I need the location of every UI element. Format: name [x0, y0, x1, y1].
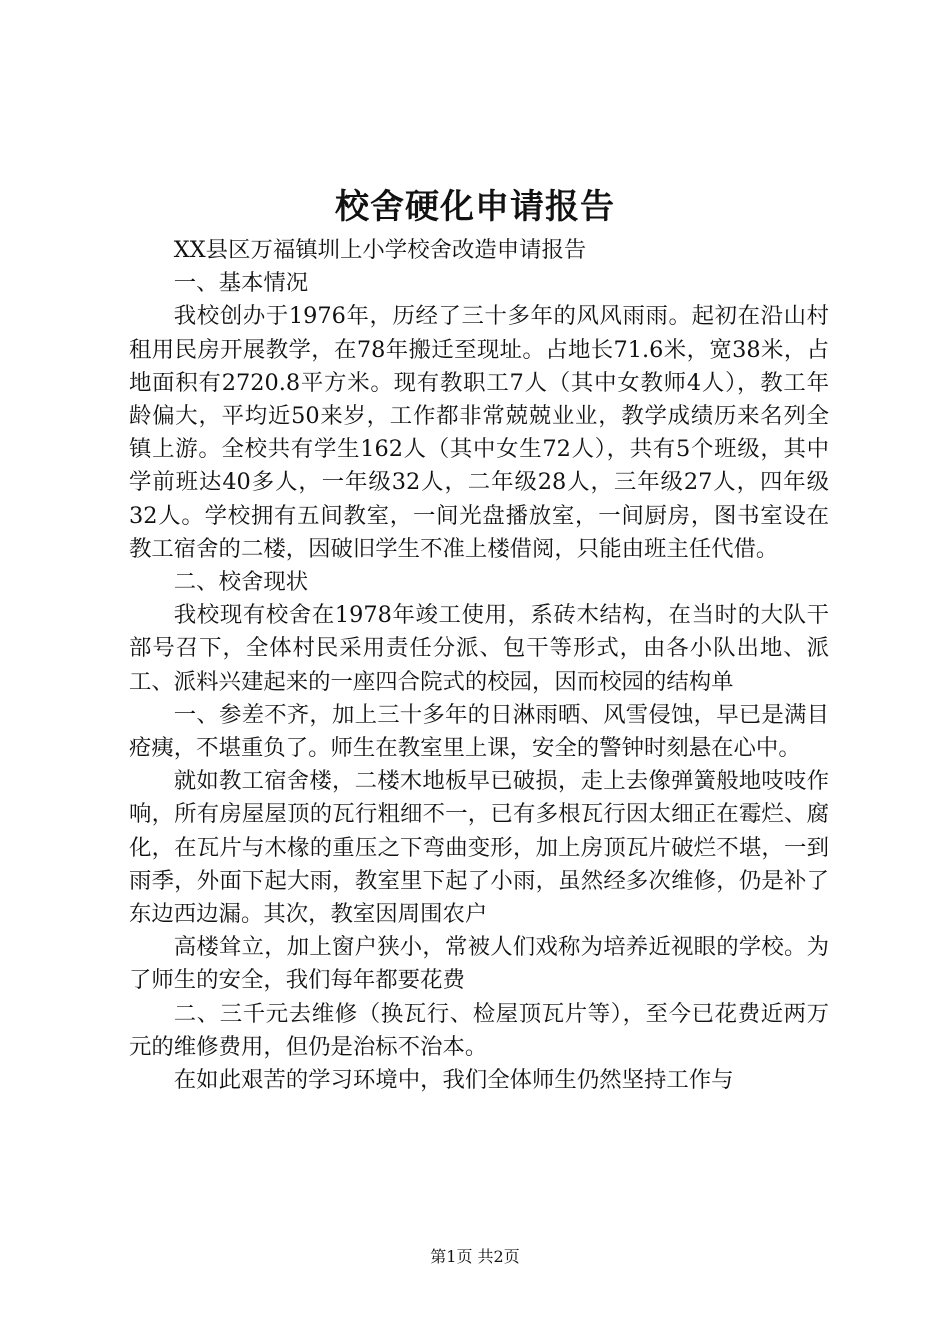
document-title: 校舍硬化申请报告: [335, 187, 615, 227]
section-heading-status: 二、校舍现状: [173, 569, 309, 596]
paragraph-repairs: 二、三千元去维修（换瓦行、检屋顶瓦片等），至今已花费近两万元的维修费用，但仍是治标不治本。: [129, 1000, 829, 1060]
paragraph-status: 我校现有校舍在1978年竣工使用，系砖木结构，在当时的大队干部号召下，全体村民采用责任分派、包干等形式，由各小队出地、派工、派料兴建起来的一座四合院式的校园，因而校园的结构单: [129, 602, 829, 695]
document-body: [129, 234, 829, 1097]
paragraph-buildings: 高楼耸立，加上窗户狭小，常被人们戏称为培养近视眼的学校。为了师生的安全，我们每年都要花费: [129, 934, 829, 994]
paragraph-subtitle: XX县区万福镇圳上小学校舍改造申请报告: [173, 237, 587, 263]
page-number: 第1页 共2页: [430, 1247, 520, 1266]
paragraph-basic-info: 我校创办于1976年，历经了三十多年的风风雨雨。起初在沿山村租用民房开展教学，在78年搬迁至现址。占地长71.6米，宽38米，占地面积有2720.8平方米。现有教职工7人（其中女教师4人），教工年龄偏大，平均近50来岁，工作都非常兢兢业业，教学成绩历来名列全镇上游。全校共有学生162人（其中女生72人），共有5个班级，其中学前班达40多人，一年级32人，二年级28人，三年级27人，四年级32人。学校拥有五间教室，一间光盘播放室，一间厨房，图书室设在教工宿舍的二楼，因破旧学生不准上楼借阅，只能由班主任代借。: [129, 303, 829, 562]
paragraph-uneven: 一、参差不齐，加上三十多年的日淋雨晒、风雪侵蚀，早已是满目疮痍，不堪重负了。师生在教室里上课，安全的警钟时刻悬在心中。: [129, 701, 829, 762]
paragraph-dormitory: 就如教工宿舍楼，二楼木地板早已破损，走上去像弹簧般地吱吱作响，所有房屋屋顶的瓦行粗细不一，已有多根瓦行因太细正在霉烂、腐化，在瓦片与木椽的重压之下弯曲变形，加上房顶瓦片破烂不堪，一到雨季，外面下起大雨，教室里下起了小雨，虽然经多次维修，仍是补了东边西边漏。其次，教室因周围农户: [129, 768, 829, 928]
section-heading-basic: 一、基本情况: [173, 270, 309, 297]
paragraph-conclusion: 在如此艰苦的学习环境中，我们全体师生仍然坚持工作与: [173, 1067, 734, 1094]
